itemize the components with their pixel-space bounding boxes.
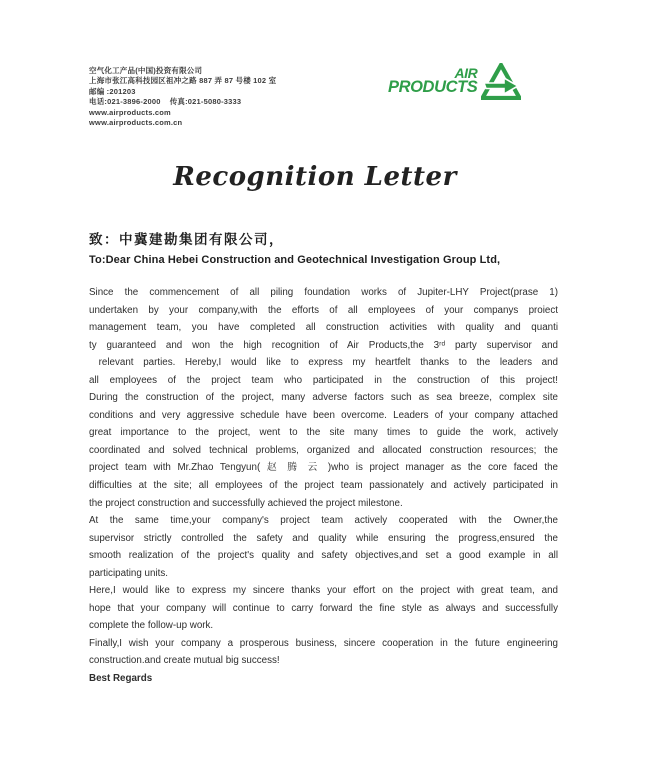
body-line: smooth realization of the project's quality and safety objectives,and set a good example in all bbox=[89, 550, 558, 562]
letterhead-line: www.airproducts.com.cn bbox=[89, 118, 183, 128]
body-line: complete the follow-up work. bbox=[89, 620, 214, 632]
body-line: Finally,I wish your company a prosperous business, sincere cooperation in the future engineering bbox=[89, 637, 558, 649]
air-products-logo bbox=[388, 63, 521, 100]
addressee-block bbox=[89, 228, 500, 266]
body-line: Here,I would like to express my sincere thanks your effort on the project with great team, and bbox=[89, 585, 558, 597]
letterhead-line: 空气化工产品(中国)投资有限公司 bbox=[89, 66, 203, 75]
letterhead bbox=[89, 66, 276, 128]
body-line: the project construction and successfully achieved the project milestone. bbox=[89, 497, 403, 509]
letter-title: Recognition Letter bbox=[173, 162, 457, 192]
letterhead-line: 上海市张江高科技园区祖冲之路 887 弄 87 号楼 102 室 bbox=[89, 76, 277, 86]
letterhead-line: 邮编 :201203 bbox=[89, 86, 136, 96]
addressee-chinese: 致：中冀建勘集团有限公司， bbox=[89, 232, 284, 248]
body-line: At the same time,your company's project team actively cooperated with the Owner,the bbox=[89, 515, 558, 527]
body-line: management team, you have completed all construction activities with quality and quanti bbox=[89, 322, 558, 334]
body-line: construction.and create mutual big success! bbox=[89, 655, 280, 667]
body-line: relevant parties. Hereby,I would like to express my heartfelt thanks to the leaders and bbox=[89, 357, 558, 369]
letterhead-line: 电话:021-3896-2000 传真:021-5080-3333 bbox=[89, 97, 242, 107]
body-line: difficulties at the site; all employees of the project team passionately and actively participated in bbox=[89, 480, 558, 492]
addressee-english: To:Dear China Hebei Construction and Geotechnical Investigation Group Ltd, bbox=[89, 254, 501, 266]
letterhead-line: www.airproducts.com bbox=[89, 107, 171, 117]
air-products-logo-text bbox=[388, 67, 477, 95]
body-line: all employees of the project team who participated in the construction of this project! bbox=[89, 374, 558, 386]
body-line: During the construction of the project, many adverse factors such as sea breeze, complex site bbox=[89, 392, 558, 404]
air-products-triangle-arrow-icon bbox=[481, 63, 521, 100]
body-line: project team with Mr.Zhao Tengyun( 赵 腾 云 )who is project manager as the core faced the bbox=[89, 462, 558, 474]
body-line: Since the commencement of all piling foundation works of Jupiter-LHY Project(prase 1) bbox=[89, 287, 558, 298]
body-line: coordinated and solved technical problems, organized and allocated construction resources; the bbox=[89, 444, 558, 456]
closing-line: Best Regards bbox=[89, 673, 153, 685]
body-text bbox=[89, 284, 558, 688]
logo-products-text: PRODUCTS bbox=[388, 78, 478, 97]
body-line: supervisor strictly controlled the safety and quality while ensuring the progress,ensured the bbox=[89, 532, 558, 544]
body-line: hope that your company will continue to carry forward the fine style as always and successfully bbox=[89, 602, 558, 614]
body-line: undertaken by your company,with the efforts of all employees of your companys proiect bbox=[89, 304, 558, 316]
body-line: ty guaranteed and won the high recognition of Air Products,the 3ʳᵈ party supervisor and bbox=[89, 339, 558, 351]
logo-air-text: AIR bbox=[454, 65, 478, 82]
body-line: great importance to the project, went to the site many times to guide the work, actively bbox=[89, 427, 558, 439]
body-line: conditions and very aggressive schedule have been overcome. Leaders of your company attached bbox=[89, 409, 558, 421]
body-line: participating units. bbox=[89, 567, 168, 579]
